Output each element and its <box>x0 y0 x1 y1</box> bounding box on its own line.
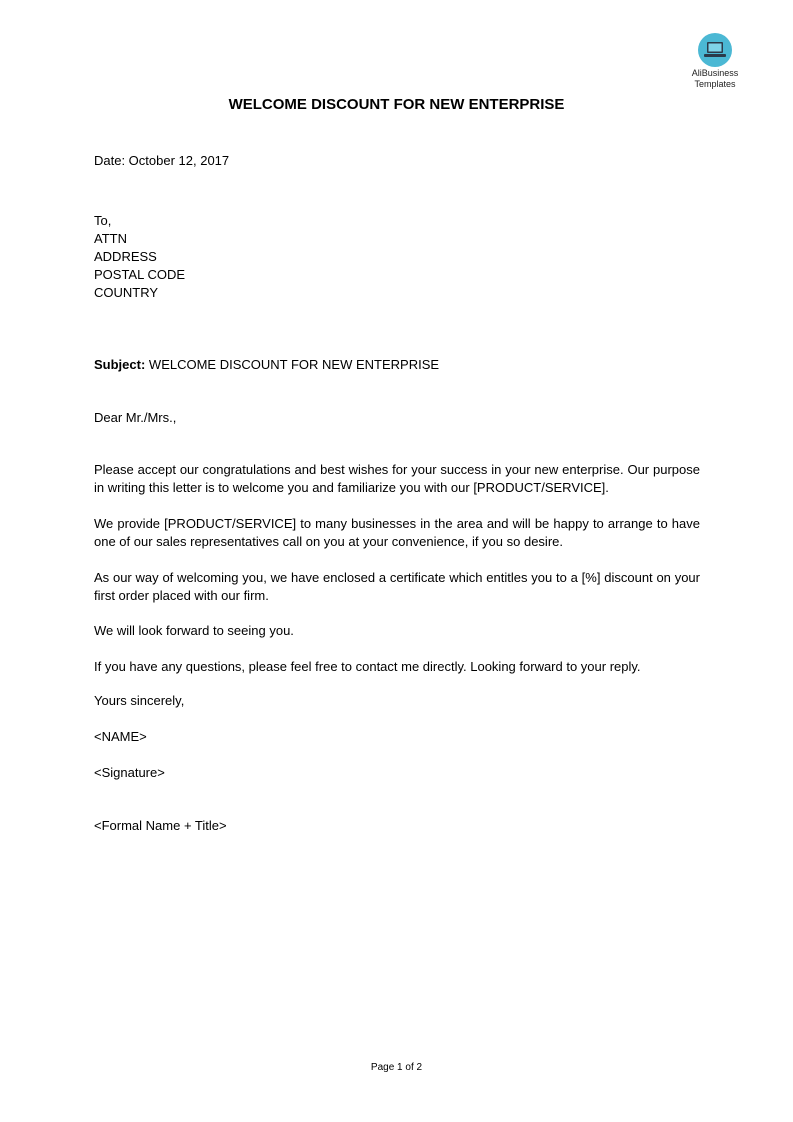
formal-name-placeholder: <Formal Name + Title> <box>94 818 227 833</box>
recipient-postal-code: POSTAL CODE <box>94 267 186 282</box>
logo-text-line1: AliBusiness <box>691 68 739 78</box>
body-paragraph-4: We will look forward to seeing you. <box>94 623 294 638</box>
body-paragraph-2: We provide [PRODUCT/SERVICE] to many businesses in the area and will be happy to arrange to have one of our sales representatives call on you at your convenience, if you so desire. <box>94 516 700 549</box>
recipient-to: To, <box>94 213 112 228</box>
subject-line <box>94 356 439 374</box>
name-placeholder: <NAME> <box>94 729 147 744</box>
body-paragraph-5: If you have any questions, please feel free to contact me directly. Looking forward to your reply. <box>94 659 641 674</box>
body-paragraph-1: Please accept our congratulations and best wishes for your success in your new enterprise. Our purpose in writing this letter is to welcome you and familiarize you with our [PRODUCT/SERVICE]. <box>94 462 700 495</box>
recipient-country: COUNTRY <box>94 285 159 300</box>
subject-text: WELCOME DISCOUNT FOR NEW ENTERPRISE <box>148 357 440 372</box>
closing: Yours sincerely, <box>94 693 185 708</box>
letter-date: Date: October 12, 2017 <box>94 153 230 168</box>
recipient-attn: ATTN <box>94 231 127 246</box>
body-paragraph-3: As our way of welcoming you, we have enclosed a certificate which entitles you to a [%] discount on your first order placed with our firm. <box>94 570 700 603</box>
salutation: Dear Mr./Mrs., <box>94 410 177 425</box>
company-logo <box>684 33 746 89</box>
recipient-address: ADDRESS <box>94 249 157 264</box>
signature-placeholder: <Signature> <box>94 765 165 780</box>
logo-text-line2: Templates <box>694 79 736 89</box>
document-title: WELCOME DISCOUNT FOR NEW ENTERPRISE <box>228 96 565 113</box>
laptop-icon <box>698 33 732 67</box>
subject-label: Subject: <box>94 357 146 372</box>
page-number: Page 1 of 2 <box>370 1062 423 1073</box>
